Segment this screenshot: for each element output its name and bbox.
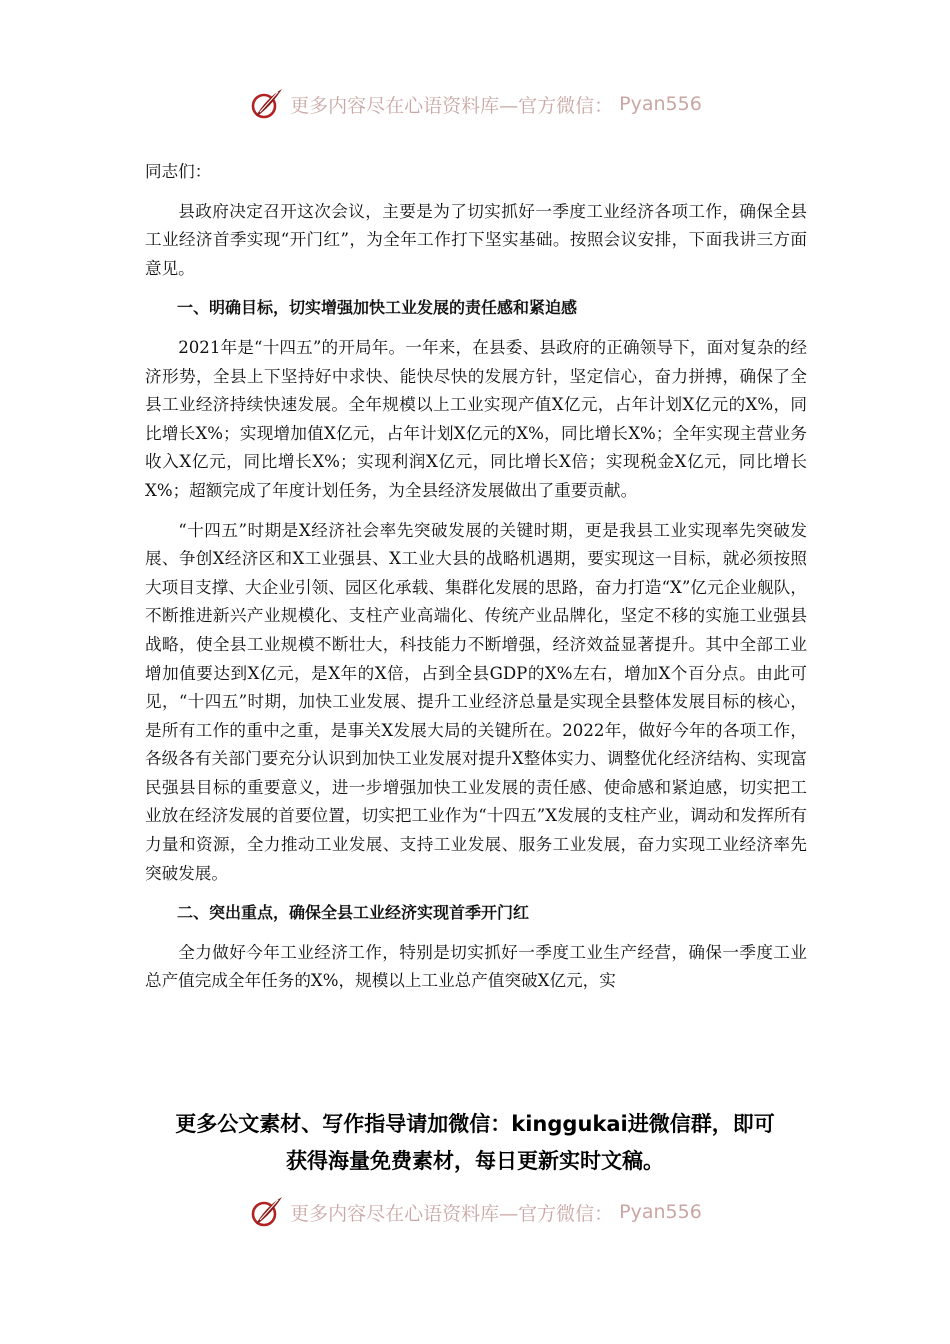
feather-pen-logo-icon — [248, 86, 284, 122]
greeting: 同志们： — [145, 162, 212, 181]
document-body — [145, 158, 807, 1007]
watermark-text: 更多内容尽在心语资料库—官方微信： — [290, 94, 614, 117]
watermark-footer — [0, 1192, 950, 1232]
promo-notice — [100, 1106, 850, 1180]
watermark-account: Pyan556 — [619, 93, 702, 115]
section-heading-2: 二、突出重点，确保全县工业经济实现首季开门红 — [177, 903, 530, 923]
paragraph-1: 2021年是“十四五”的开局年。一年来，在县委、县政府的正确领导下，面对复杂的经济形势，全县上下坚持好中求快、能快尽快的发展方针，坚定信心，奋力拼搏，确保了全县工业经济持续快速发展。全年规模以上工业实现产值X亿元，占年计划X亿元的X%，同比增长X%；实现增加值X亿元，占年计划X亿元的X%，同比增长X%；全年实现主营业务收入X亿元，同比增长X%；实现利润X亿元，同比增长X倍；实现税金X亿元，同比增长X%；超额完成了年度计划任务，为全县经济发展做出了重要贡献。 — [145, 337, 807, 500]
paragraph-2: “十四五”时期是X经济社会率先突破发展的关键时期，更是我县工业实现率先突破发展、争创X经济区和X工业强县、X工业大县的战略机遇期，要实现这一目标，就必须按照大项目支撑、大企业引领、园区化承载、集群化发展的思路，奋力打造“X”亿元企业舰队，不断推进新兴产业规模化、支柱产业高端化、传统产业品牌化，坚定不移的实施工业强县战略，使全县工业规模不断壮大，科技能力不断增强，经济效益显著提升。其中全部工业增加值要达到X亿元，是X年的X倍，占到全县GDP的X%左右，增加X个百分点。由此可见，“十四五”时期，加快工业发展、提升工业经济总量是实现全县整体发展目标的核心，是所有工作的重中之重，是事关X发展大局的关键所在。2022年，做好今年的各项工作，各级各有关部门要充分认识到加快工业发展对提升X整体实力、调整优化经济结构、实现富民强县目标的重要意义，进一步增强加快工业发展的责任感、使命感和紧迫感，切实把工业放在经济发展的首要位置，切实把工业作为“十四五”X发展的支柱产业，调动和发挥所有力量和资源，全力推动工业发展、支持工业发展、服务工业发展，奋力实现工业经济率先突破发展。 — [145, 520, 807, 883]
intro-paragraph: 县政府决定召开这次会议，主要是为了切实抓好一季度工业经济各项工作，确保全县工业经济首季实现“开门红”，为全年工作打下坚实基础。按照会议安排，下面我讲三方面意见。 — [145, 201, 807, 278]
paragraph-3: 全力做好今年工业经济工作，特别是切实抓好一季度工业生产经营，确保一季度工业总产值完成全年任务的X%，规模以上工业总产值突破X亿元，实 — [145, 942, 807, 991]
section-heading-1: 一、明确目标，切实增强加快工业发展的责任感和紧迫感 — [177, 298, 578, 318]
watermark-text: 更多内容尽在心语资料库—官方微信： — [290, 1202, 614, 1225]
feather-pen-logo-icon — [248, 1194, 284, 1230]
watermark-header — [0, 84, 950, 124]
promo-line-1: 更多公文素材、写作指导请加微信：kinggukai进微信群，即可 — [175, 1112, 775, 1136]
promo-line-2: 获得海量免费素材，每日更新实时文稿。 — [286, 1149, 664, 1173]
watermark-account: Pyan556 — [619, 1201, 702, 1223]
